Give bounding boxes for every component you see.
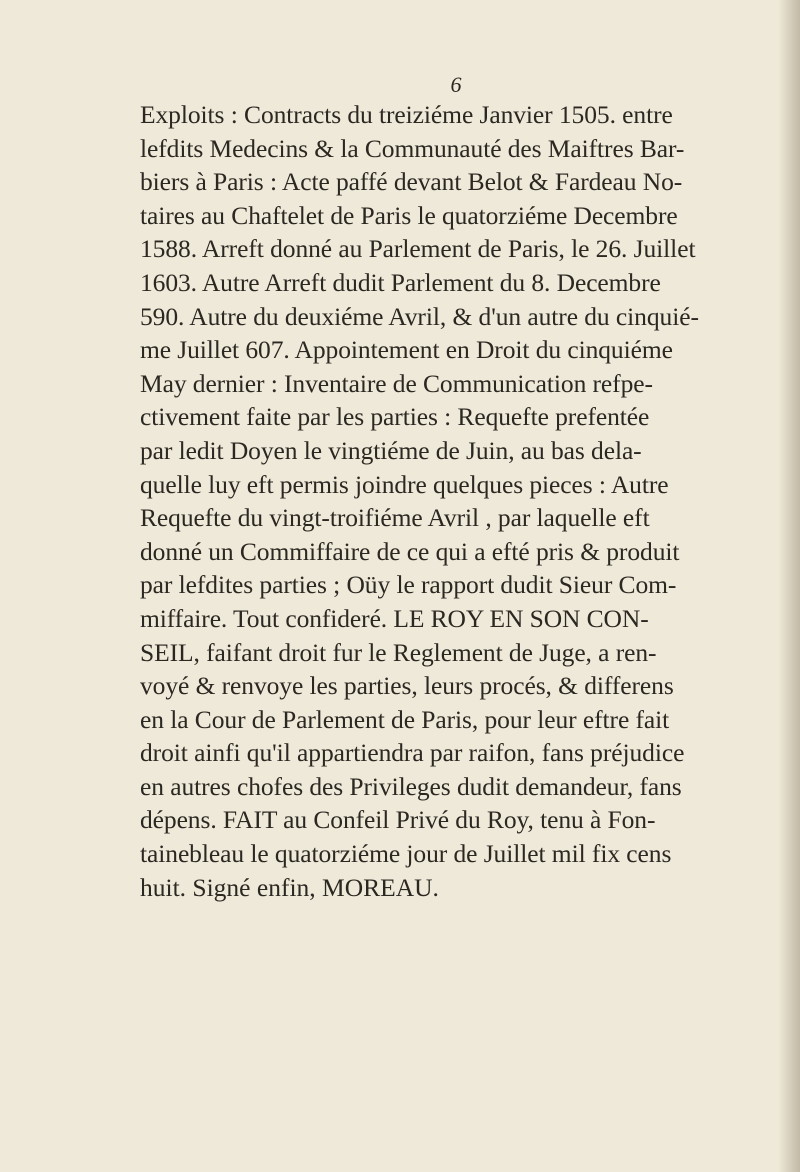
- page-number: 6: [450, 72, 462, 97]
- text-line: lefdits Medecins & la Communauté des Maiftres Bar-: [140, 133, 685, 163]
- text-line: me Juillet 607. Appointement en Droit du cinquiéme: [140, 335, 673, 365]
- text-line: Requefte du vingt-troifiéme Avril , par laquelle eft: [140, 503, 650, 533]
- text-line: ctivement faite par les parties : Requefte prefentée: [140, 402, 650, 432]
- text-line: tainebleau le quatorziéme jour de Juillet mil fix cens: [140, 839, 672, 869]
- text-line: par lefdites parties ; Oüy le rapport dudit Sieur Com-: [140, 570, 677, 600]
- text-line: 1588. Arreft donné au Parlement de Paris, le 26. Juillet: [140, 234, 696, 264]
- text-line: Exploits : Contracts du treiziéme Janvier 1505. entre: [140, 100, 673, 129]
- page-gutter-shadow: [778, 0, 800, 1172]
- text-line: voyé & renvoye les parties, leurs procés, & differens: [140, 671, 674, 701]
- text-line: en autres chofes des Privileges dudit demandeur, fans: [140, 771, 682, 801]
- text-line: donné un Commiffaire de ce qui a efté pris & produit: [140, 536, 680, 566]
- text-line: 1603. Autre Arreft dudit Parlement du 8. Decembre: [140, 267, 661, 297]
- text-line: miffaire. Tout confideré. LE ROY EN SON CON-: [140, 603, 649, 633]
- text-line: en la Cour de Parlement de Paris, pour leur eftre fait: [140, 704, 670, 734]
- text-line: huit. Signé enfin, MOREAU.: [140, 872, 439, 902]
- text-line: dépens. FAIT au Confeil Privé du Roy, tenu à Fon-: [140, 805, 656, 835]
- body-text: [140, 98, 780, 904]
- text-line: 590. Autre du deuxiéme Avril, & d'un autre du cinquié-: [140, 301, 699, 331]
- text-line: quelle luy eft permis joindre quelques pieces : Autre: [140, 469, 669, 499]
- text-line: SEIL, faifant droit fur le Reglement de Juge, a ren-: [140, 637, 657, 667]
- text-line: par ledit Doyen le vingtiéme de Juin, au bas dela-: [140, 435, 642, 465]
- text-line: May dernier : Inventaire de Communication refpe-: [140, 368, 653, 398]
- text-line: taires au Chaftelet de Paris le quatorziéme Decembre: [140, 200, 678, 230]
- text-line: biers à Paris : Acte paffé devant Belot & Fardeau No-: [140, 167, 683, 197]
- text-line: droit ainfi qu'il appartiendra par raifon, fans préjudice: [140, 738, 685, 768]
